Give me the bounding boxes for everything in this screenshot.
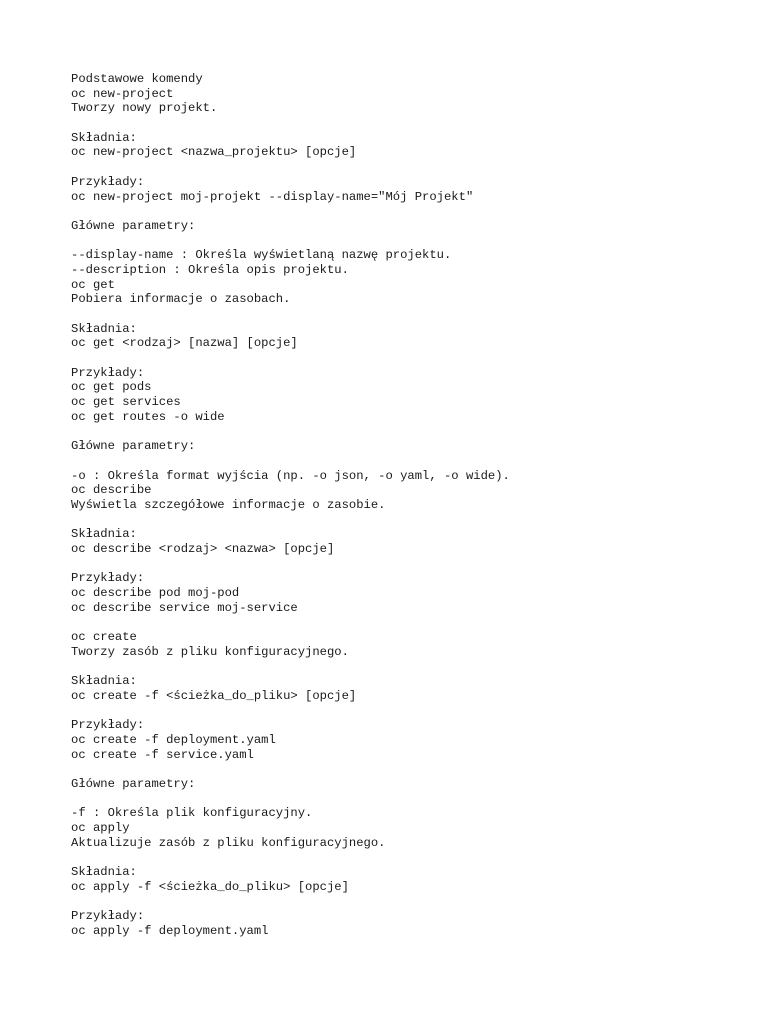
text-line: Główne parametry:: [71, 439, 196, 454]
blank-line: [71, 116, 751, 131]
text-line: oc create -f service.yaml: [71, 747, 254, 762]
blank-line: [71, 792, 751, 807]
text-line: Składnia:: [71, 130, 137, 145]
blank-line: [71, 160, 751, 175]
blank-line: [71, 762, 751, 777]
text-line: oc get services: [71, 395, 181, 410]
text-line: oc get: [71, 277, 115, 292]
text-line: oc describe: [71, 483, 152, 498]
text-line: --display-name : Określa wyświetlaną nazwę projektu.: [71, 248, 452, 263]
text-line: Podstawowe komendy: [71, 72, 203, 86]
blank-line: [71, 557, 751, 572]
text-line: oc describe service moj-service: [71, 600, 298, 615]
text-line: oc new-project <nazwa_projektu> [opcje]: [71, 145, 357, 160]
text-line: Składnia:: [71, 674, 137, 689]
text-line: oc new-project: [71, 86, 174, 101]
text-line: -f : Określa plik konfiguracyjny.: [71, 806, 313, 821]
text-line: oc get <rodzaj> [nazwa] [opcje]: [71, 336, 298, 351]
blank-line: [71, 204, 751, 219]
text-line: --description : Określa opis projektu.: [71, 262, 349, 277]
text-line: Przykłady:: [71, 174, 145, 189]
text-line: oc create -f <ścieżka_do_pliku> [opcje]: [71, 688, 357, 703]
text-line: oc apply: [71, 821, 130, 836]
text-line: oc create: [71, 630, 137, 645]
text-line: Aktualizuje zasób z pliku konfiguracyjnego.: [71, 835, 386, 850]
blank-line: [71, 895, 751, 910]
text-line: Przykłady:: [71, 365, 145, 380]
text-line: oc new-project moj-projekt --display-name="Mój Projekt": [71, 189, 474, 204]
blank-line: [71, 454, 751, 469]
text-line: oc get routes -o wide: [71, 409, 225, 424]
text-line: Tworzy zasób z pliku konfiguracyjnego.: [71, 644, 349, 659]
text-line: Tworzy nowy projekt.: [71, 101, 218, 116]
text-line: Główne parametry:: [71, 777, 196, 791]
blank-line: [71, 704, 751, 719]
text-line: -o : Określa format wyjścia (np. -o json, -o yaml, -o wide).: [71, 468, 510, 483]
blank-line: [71, 850, 751, 865]
text-line: oc describe <rodzaj> <nazwa> [opcje]: [71, 542, 335, 556]
blank-line: [71, 307, 751, 322]
text-line: Pobiera informacje o zasobach.: [71, 292, 291, 307]
text-line: Wyświetla szczegółowe informacje o zasobie.: [71, 497, 386, 512]
text-line: Przykłady:: [71, 909, 145, 924]
text-line: Przykłady:: [71, 718, 145, 733]
text-line: Główne parametry:: [71, 218, 196, 233]
text-line: Przykłady:: [71, 571, 145, 586]
blank-line: [71, 425, 751, 440]
blank-line: [71, 513, 751, 528]
blank-line: [71, 234, 751, 249]
text-line: oc create -f deployment.yaml: [71, 732, 276, 747]
text-line: Składnia:: [71, 321, 137, 336]
text-line: oc get pods: [71, 380, 152, 395]
text-line: oc apply -f deployment.yaml: [71, 923, 269, 938]
text-line: oc describe pod moj-pod: [71, 586, 240, 601]
text-line: Składnia:: [71, 527, 137, 542]
blank-line: [71, 660, 751, 675]
blank-line: [71, 615, 751, 630]
text-line: oc apply -f <ścieżka_do_pliku> [opcje]: [71, 879, 349, 894]
blank-line: [71, 351, 751, 366]
text-line: Składnia:: [71, 865, 137, 880]
document-body: [71, 72, 751, 939]
